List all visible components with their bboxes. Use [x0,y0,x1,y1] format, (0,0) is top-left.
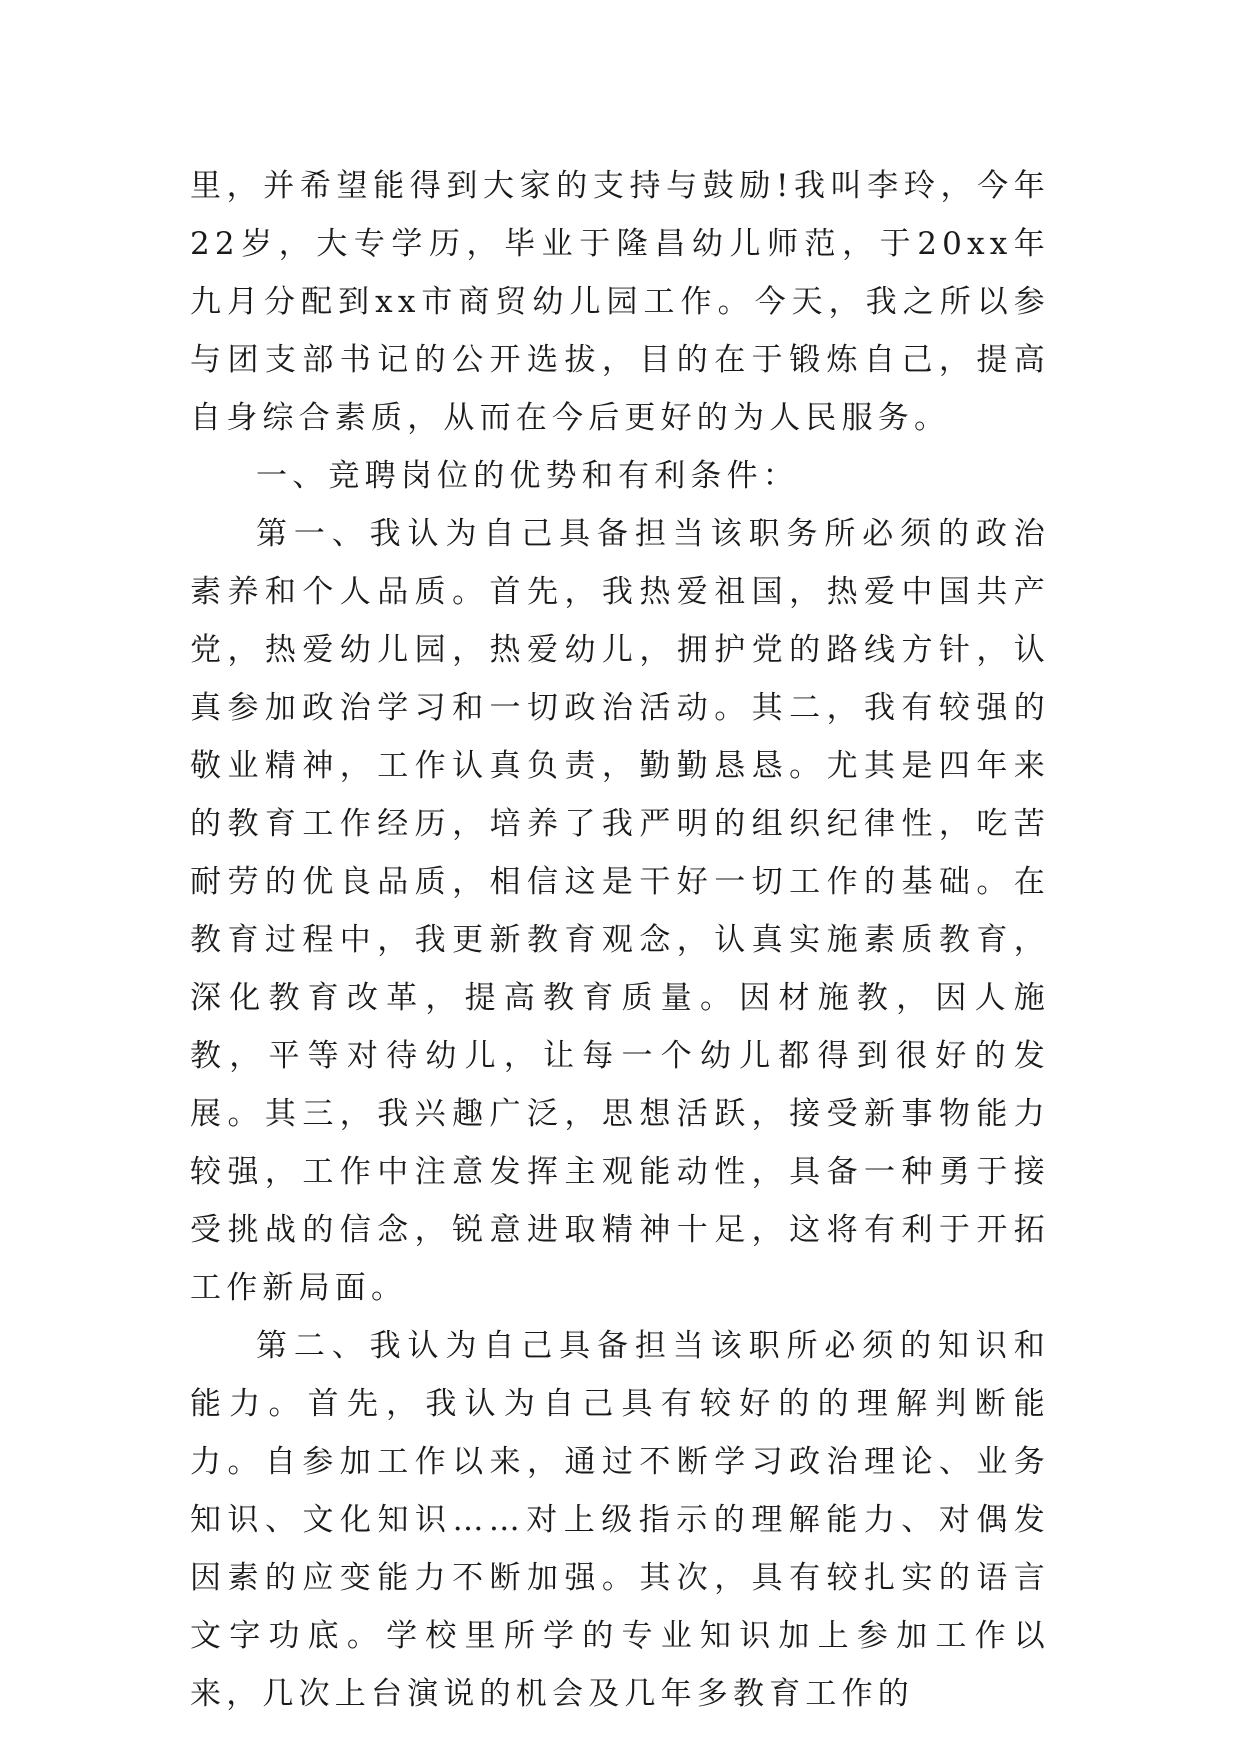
section-heading: 一、竞聘岗位的优势和有利条件： [256,458,799,494]
document-body [190,157,1050,1723]
paragraph-continuation: 里，并希望能得到大家的支持与鼓励!我叫李玲，今年22岁，大专学历，毕业于隆昌幼儿师范，于20xx年九月分配到xx市商贸幼儿园工作。今天，我之所以参与团支部书记的公开选拔，目的在于锻炼自己，提高自身综合素质，从而在今后更好的为人民服务。 [190,168,1050,436]
paragraph-second-point: 第二、我认为自己具备担当该职所必须的知识和能力。首先，我认为自己具有较好的的理解判断能力。自参加工作以来，通过不断学习政治理论、业务知识、文化知识……对上级指示的理解能力、对偶发因素的应变能力不断加强。其次，具有较扎实的语言文字功底。学校里所学的专业知识加上参加工作以来，几次上台演说的机会及几年多教育工作的 [190,1328,1050,1712]
paragraph-first-point: 第一、我认为自己具备担当该职务所必须的政治素养和个人品质。首先，我热爱祖国，热爱中国共产党，热爱幼儿园，热爱幼儿，拥护党的路线方针，认真参加政治学习和一切政治活动。其二，我有较强的敬业精神，工作认真负责，勤勤恳恳。尤其是四年来的教育工作经历，培养了我严明的组织纪律性，吃苦耐劳的优良品质，相信这是干好一切工作的基础。在教育过程中，我更新教育观念，认真实施素质教育，深化教育改革，提高教育质量。因材施教，因人施教，平等对待幼儿，让每一个幼儿都得到很好的发展。其三，我兴趣广泛，思想活跃，接受新事物能力较强，工作中注意发挥主观能动性，具备一种勇于接受挑战的信念，锐意进取精神十足，这将有利于开拓工作新局面。 [190,516,1050,1306]
